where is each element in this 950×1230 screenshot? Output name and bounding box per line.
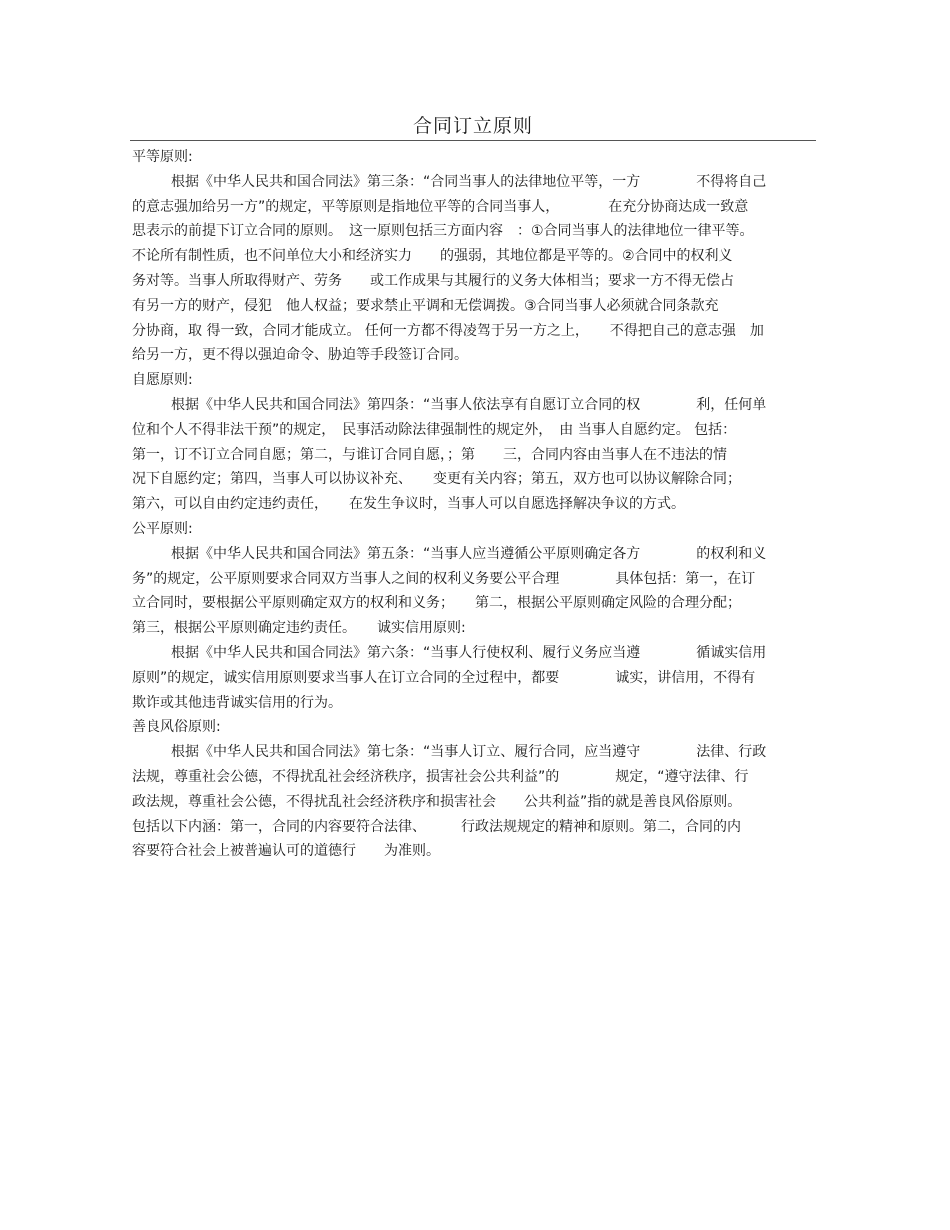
body-line: 欺诈或其他违背诚实信用的行为。 (132, 694, 342, 711)
body-line: 思表示的前提下订立合同的原则。 这一原则包括三方面内容 ：①合同当事人的法律地位一律平等。 (132, 223, 754, 240)
body-line: 根据《中华人民共和国合同法》第五条：“当事人应当遵循公平原则确定各方 的权利和义 (171, 545, 767, 562)
body-line: 政法规，尊重社会公德，不得扰乱社会经济秩序和损害社会 公共利益”指的就是善良风俗原则。 (132, 793, 742, 810)
body-line: 原则”的规定，诚实信用原则要求当事人在订立合同的全过程中，都要 诚实，讲信用，不得有 (132, 669, 756, 686)
body-line: 位和个人不得非法干预”的规定， 民事活动除法律强制性的规定外， 由 当事人自愿约定。 包括： (132, 421, 737, 438)
body-line: 有另一方的财产，侵犯 他人权益；要求禁止平调和无偿调拨。③合同当事人必须就合同条款充 (132, 297, 719, 314)
body-line: 不论所有制性质，也不问单位大小和经济实力 的强弱，其地位都是平等的。②合同中的权利义 (132, 248, 733, 265)
section-heading: 自愿原则: (132, 372, 193, 389)
body-line: 第一，订不订立合同自愿；第二，与谁订合同自愿，；第 三，合同内容由当事人在不违法的情 (132, 446, 727, 463)
body-line: 第六，可以自由约定违约责任， 在发生争议时，当事人可以自愿选择解决争议的方式。 (132, 496, 685, 513)
body-line: 务”的规定，公平原则要求合同双方当事人之间的权利义务要公平合理 具体包括：第一，在订 (132, 570, 756, 587)
section-heading: 善良风俗原则: (132, 719, 221, 736)
body-line: 根据《中华人民共和国合同法》第三条：“合同当事人的法律地位平等，一方 不得将自己 (171, 173, 767, 190)
body-line: 根据《中华人民共和国合同法》第四条：“当事人依法享有自愿订立合同的权 利，任何单 (171, 396, 767, 413)
body-line: 根据《中华人民共和国合同法》第六条：“当事人行使权利、履行义务应当遵 循诚实信用 (171, 644, 767, 661)
body-line: 根据《中华人民共和国合同法》第七条：“当事人订立、履行合同，应当遵守 法律、行政 (171, 744, 767, 761)
body-line: 的意志强加给另一方”的规定，平等原则是指地位平等的合同当事人， 在充分协商达成一致意 (132, 198, 749, 215)
body-line: 给另一方，更不得以强迫命令、胁迫等手段签订合同。 (132, 347, 468, 364)
document-body (132, 145, 816, 864)
title-underline (130, 140, 816, 141)
section-heading: 公平原则: (132, 520, 193, 537)
body-line: 况下自愿约定；第四，当事人可以协议补充、 变更有关内容；第五，双方也可以协议解除合同； (132, 471, 741, 488)
body-line: 容要符合社会上被普遍认可的道德行 为准则。 (132, 843, 440, 860)
body-line: 务对等。当事人所取得财产、劳务 或工作成果与其履行的义务大体相当；要求一方不得无偿占 (132, 272, 734, 289)
body-line: 包括以下内涵：第一，合同的内容要符合法律、 行政法规规定的精神和原则。第二，合同的内 (132, 818, 741, 835)
body-line: 分协商，取 得一致，合同才能成立。 任何一方都不得凌驾于另一方之上， 不得把自己的意志强 加 (132, 322, 764, 339)
body-line: 第三，根据公平原则确定违约责任。 诚实信用原则: (132, 620, 466, 637)
body-line: 法规，尊重社会公德，不得扰乱社会经济秩序，损害社会公共利益”的 规定，“遵守法律、行 (132, 768, 749, 785)
body-line: 立合同时，要根据公平原则确定双方的权利和义务； 第二，根据公平原则确定风险的合理分配； (132, 595, 741, 612)
document-title: 合同订立原则 (412, 115, 533, 137)
section-heading: 平等原则: (132, 149, 193, 165)
